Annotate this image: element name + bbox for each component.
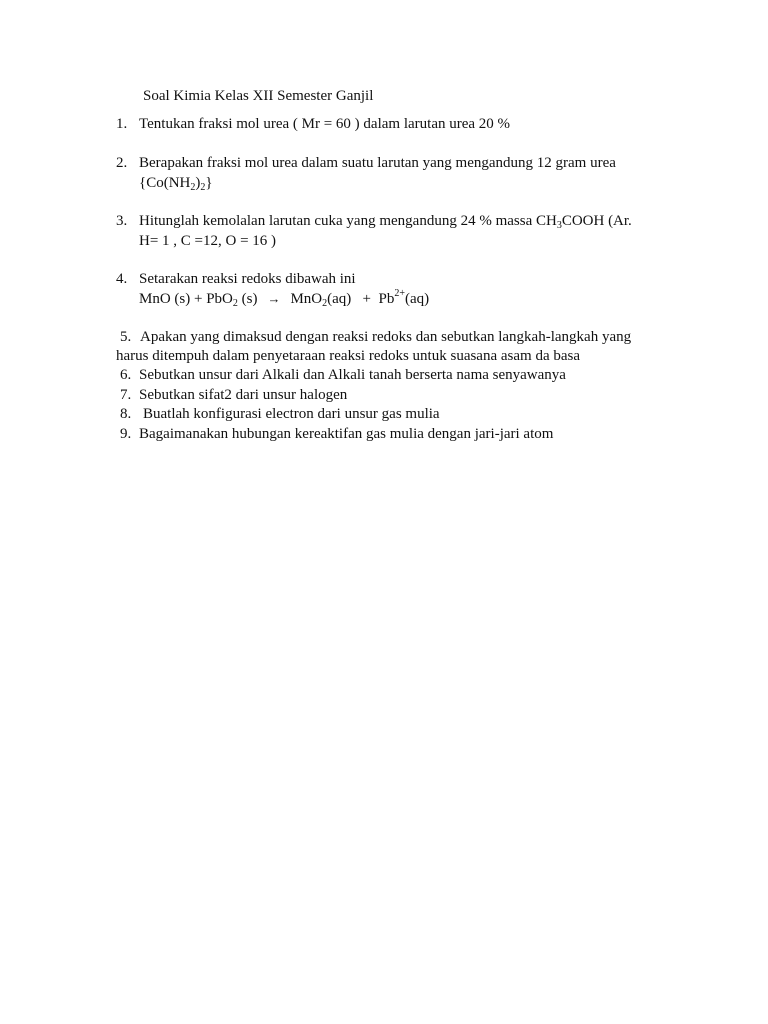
question-1-number: 1. — [116, 116, 128, 132]
question-5-number: 5. — [120, 329, 132, 345]
formula-part: ) — [195, 175, 201, 191]
question-5-line2: harus ditempuh dalam penyetaraan reaksi redoks untuk suasana asam da basa — [116, 348, 581, 364]
formula-part: (s) — [237, 291, 258, 307]
question-4-equation — [139, 289, 429, 310]
question-8-number: 8. — [120, 406, 132, 422]
question-6-text: Sebutkan unsur dari Alkali dan Alkali tanah berserta nama senyawanya — [139, 367, 566, 383]
question-9-number: 9. — [120, 426, 132, 442]
text-part: COOH (Ar. — [561, 213, 632, 229]
formula-part: MnO (s) + PbO — [139, 291, 233, 307]
question-4-line1: Setarakan reaksi redoks dibawah ini — [139, 271, 356, 287]
question-2-line1: Berapakan fraksi mol urea dalam suatu larutan yang mengandung 12 gram urea — [139, 155, 616, 171]
question-7-text: Sebutkan sifat2 dari unsur halogen — [139, 387, 348, 403]
question-3-number: 3. — [116, 213, 128, 229]
formula-part: (aq) — [404, 291, 430, 307]
formula-subscript: 2 — [232, 298, 238, 309]
question-7-number: 7. — [120, 387, 132, 403]
formula-subscript: 2 — [200, 182, 206, 193]
question-2-number: 2. — [116, 155, 128, 171]
question-6-number: 6. — [120, 367, 132, 383]
question-4-number: 4. — [116, 271, 128, 287]
formula-subscript: 2 — [322, 298, 328, 309]
question-2-formula — [139, 174, 213, 194]
question-8-text: Buatlah konfigurasi electron dari unsur gas mulia — [143, 406, 440, 422]
document-title: Soal Kimia Kelas XII Semester Ganjil — [143, 88, 374, 104]
formula-subscript: 2 — [190, 182, 196, 193]
formula-part: (aq) + Pb — [327, 291, 395, 307]
text-part: Hitunglah kemolalan larutan cuka yang mengandung 24 % massa CH — [139, 213, 557, 229]
formula-part: } — [205, 175, 213, 191]
question-3-line2: H= 1 , C =12, O = 16 ) — [139, 233, 277, 249]
formula-part: {Co(NH — [139, 175, 191, 191]
question-5-line1: Apakan yang dimaksud dengan reaksi redoks dan sebutkan langkah-langkah yang — [140, 329, 632, 345]
formula-superscript: 2+ — [394, 288, 405, 299]
question-1-text: Tentukan fraksi mol urea ( Mr = 60 ) dalam larutan urea 20 % — [139, 116, 511, 132]
question-3-line1 — [139, 212, 632, 232]
formula-part: MnO — [290, 291, 323, 307]
equation-products — [290, 288, 430, 309]
formula-subscript: 3 — [556, 220, 562, 231]
reaction-arrow-icon: → — [267, 291, 281, 306]
question-9-text: Bagaimanakan hubungan kereaktifan gas mulia dengan jari-jari atom — [139, 426, 554, 442]
equation-reactants — [139, 291, 257, 307]
